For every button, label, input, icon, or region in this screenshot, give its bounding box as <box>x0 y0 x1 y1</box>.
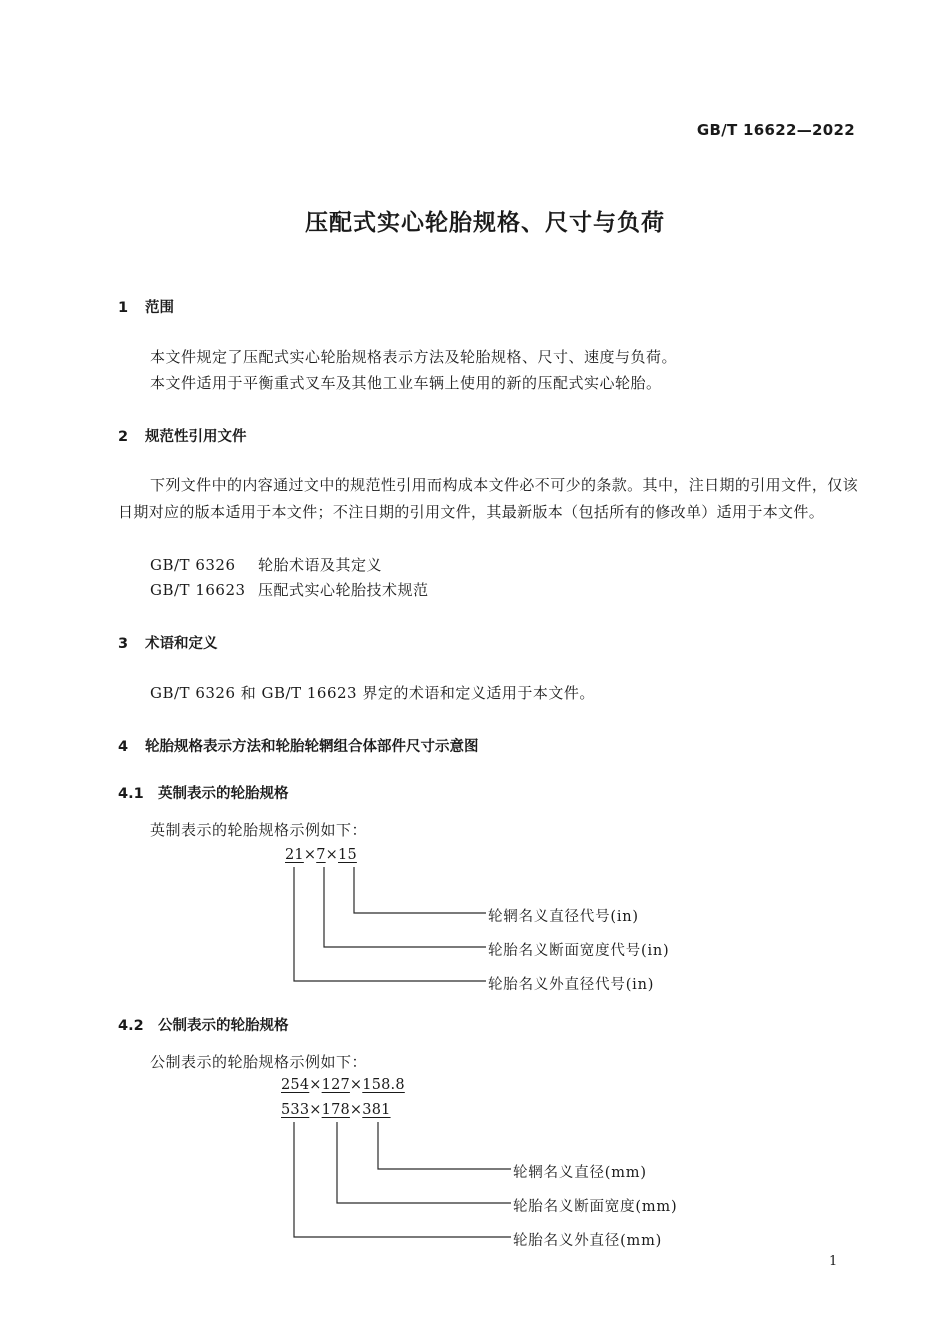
metric-spec-top <box>281 1077 405 1093</box>
times-sign: × <box>309 1077 322 1093</box>
reference-name: 轮胎术语及其定义 <box>258 556 383 574</box>
reference-code: GB/T 16623 <box>150 581 246 599</box>
reference-code: GB/T 6326 <box>150 556 236 574</box>
metric-outer-label: 轮胎名义外直径(mm) <box>513 1233 663 1249</box>
times-sign: × <box>349 1102 363 1118</box>
section-3-title: 术语和定义 <box>145 636 218 652</box>
imperial-outer-label: 轮胎名义外直径代号(in) <box>488 977 655 993</box>
reference-item <box>150 554 382 575</box>
document-title: 压配式实心轮胎规格、尺寸与负荷 <box>305 210 665 236</box>
metric-width-label: 轮胎名义断面宽度(mm) <box>513 1199 678 1215</box>
times-sign: × <box>303 847 317 863</box>
leader-line-imperial-width <box>324 867 486 947</box>
section-2-heading <box>118 425 247 446</box>
leader-line-imperial-rim <box>354 867 486 913</box>
section-4-1-intro: 英制表示的轮胎规格示例如下： <box>150 821 368 839</box>
spec-outer-diameter: 533 <box>281 1102 310 1118</box>
section-4-number: 4 <box>118 739 129 755</box>
section-1-heading <box>118 296 174 317</box>
section-4-1-number: 4.1 <box>118 786 144 802</box>
section-4-2-number: 4.2 <box>118 1018 144 1034</box>
imperial-rim-label: 轮辋名义直径代号(in) <box>488 909 639 925</box>
leader-line-metric-outer <box>294 1122 511 1237</box>
page-number: 1 <box>829 1254 838 1269</box>
metric-spec-bottom <box>281 1102 391 1118</box>
spec-section-width-code: 7 <box>316 847 326 863</box>
section-3-number: 3 <box>118 636 129 652</box>
metric-rim-label: 轮辋名义直径(mm) <box>513 1165 647 1181</box>
section-4-1-heading <box>118 782 289 803</box>
spec-outer-diameter-code: 21 <box>285 847 304 863</box>
section-1-paragraph-1: 本文件规定了压配式实心轮胎规格表示方法及轮胎规格、尺寸、速度与负荷。 <box>150 348 678 366</box>
spec-rim-diameter-code: 15 <box>338 847 357 863</box>
section-1-title: 范围 <box>145 300 174 316</box>
spec-rim-diameter: 158.8 <box>362 1077 405 1093</box>
imperial-spec <box>285 847 357 863</box>
section-3-heading <box>118 632 218 653</box>
section-4-2-intro: 公制表示的轮胎规格示例如下： <box>150 1053 368 1071</box>
section-1-paragraph-2: 本文件适用于平衡重式叉车及其他工业车辆上使用的新的压配式实心轮胎。 <box>150 374 662 392</box>
reference-item <box>150 579 429 600</box>
leader-line-imperial-outer <box>294 867 486 981</box>
standard-code: GB/T 16622—2022 <box>696 121 855 139</box>
section-4-2-heading <box>118 1014 289 1035</box>
times-sign: × <box>349 1077 363 1093</box>
leader-line-metric-rim <box>378 1122 511 1169</box>
reference-name: 压配式实心轮胎技术规范 <box>258 581 429 599</box>
times-sign: × <box>325 847 339 863</box>
times-sign: × <box>309 1102 322 1118</box>
imperial-width-label: 轮胎名义断面宽度代号(in) <box>488 943 670 959</box>
section-4-title: 轮胎规格表示方法和轮胎轮辋组合体部件尺寸示意图 <box>145 739 479 755</box>
section-1-number: 1 <box>118 300 129 316</box>
spec-section-width: 127 <box>321 1077 350 1093</box>
section-2-paragraph-1: 下列文件中的内容通过文中的规范性引用而构成本文件必不可少的条款。其中，注日期的引用文件，仅该日期对应的版本适用于本文件；不注日期的引用文件，其最新版本（包括所有的修改单）适用于本文件。 <box>118 476 858 521</box>
spec-section-width: 178 <box>321 1102 350 1118</box>
spec-outer-diameter: 254 <box>281 1077 310 1093</box>
section-2-number: 2 <box>118 429 129 445</box>
section-3-paragraph-1: GB/T 6326 和 GB/T 16623 界定的术语和定义适用于本文件。 <box>150 684 595 702</box>
section-4-1-title: 英制表示的轮胎规格 <box>158 786 289 802</box>
spec-rim-diameter: 381 <box>362 1102 391 1118</box>
section-4-heading <box>118 735 479 756</box>
section-4-2-title: 公制表示的轮胎规格 <box>158 1018 289 1034</box>
section-2-title: 规范性引用文件 <box>145 429 247 445</box>
leader-line-metric-width <box>337 1122 511 1203</box>
